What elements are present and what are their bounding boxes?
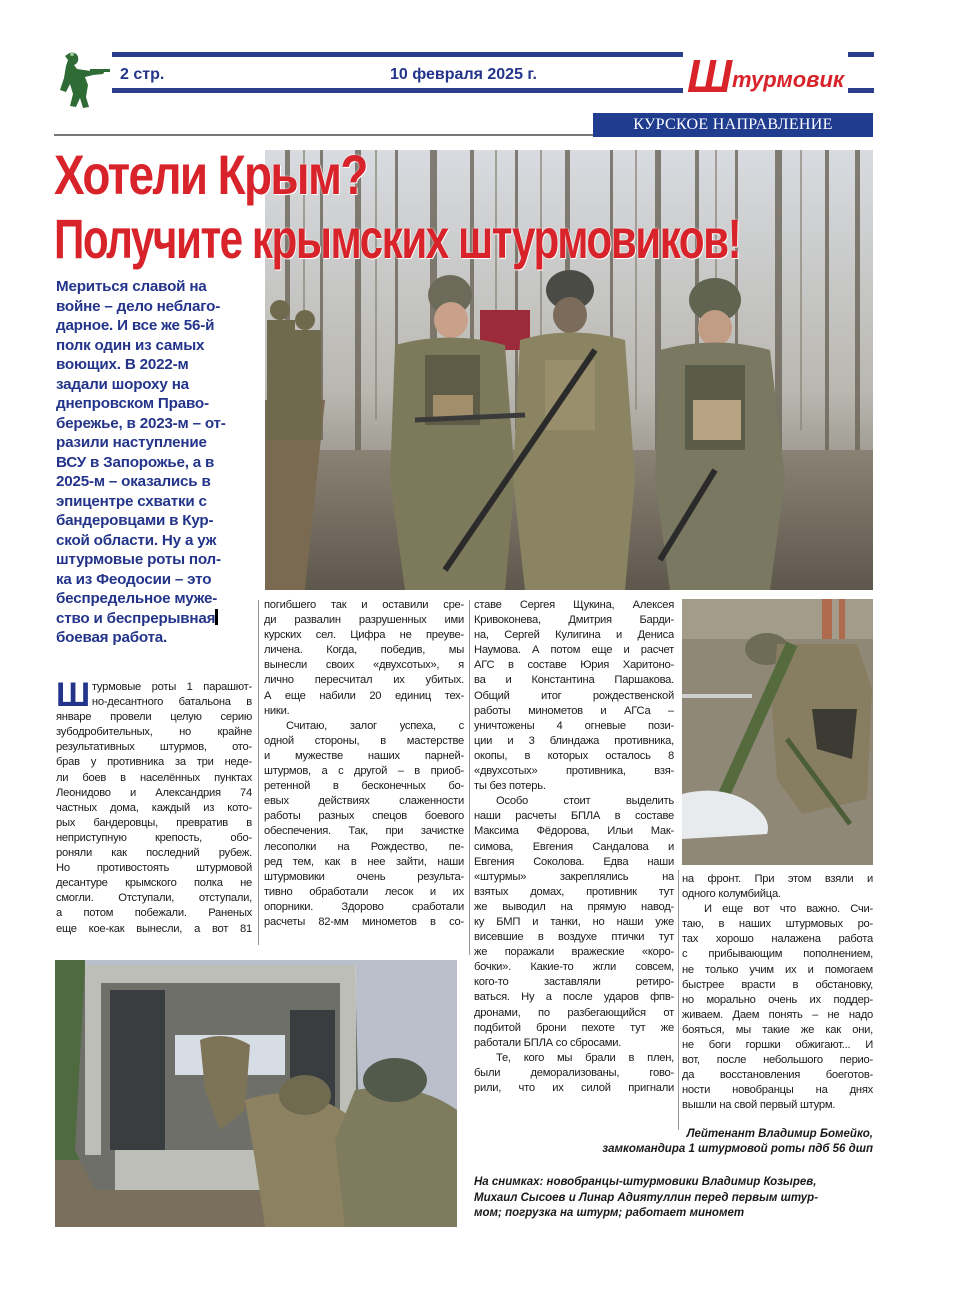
- body-line: Наумова. А потом еще и расчет: [474, 644, 674, 657]
- body-line: Леонидово и Александрия 74: [56, 786, 252, 799]
- body-line: Те, кого мы брали в плен,: [496, 1051, 674, 1064]
- body-line: ред тем, как в нее зайти, наши: [264, 855, 464, 868]
- author-name: Лейтенант Владимир Бомейко,: [686, 1128, 873, 1140]
- body-line: подбитой брони пехоте тут же: [474, 1021, 674, 1034]
- body-line: а потом побежали. Раненых: [56, 907, 252, 920]
- body-line: живаем. Даем понять – не надо: [682, 1008, 873, 1021]
- lead-line: воющих. В 2022-м: [56, 356, 189, 373]
- body-line: не только учим их и помогаем: [682, 963, 873, 976]
- body-line: евых действиях слаженности: [264, 795, 464, 808]
- body-line: не боги горшки обжигают... И: [682, 1039, 873, 1052]
- issue-date: 10 февраля 2025 г.: [390, 66, 537, 83]
- body-line: вышли на свой первый штурм.: [682, 1099, 836, 1112]
- body-line: А еще набили 20 единиц тех-: [264, 689, 464, 702]
- body-line: турмовые роты 1 парашют-: [91, 681, 252, 693]
- column-rule: [258, 600, 259, 945]
- author-title: замкомандира 1 штурмовой роты пдб 56 дшп: [602, 1143, 873, 1155]
- body-line: ди развалин разрушенных ими: [264, 614, 464, 627]
- lead-line: [56, 609, 256, 629]
- headline-line-2: Получите крымских штурмовиков!: [54, 207, 741, 270]
- body-line: ретенной в бесконечных бо-: [264, 780, 464, 793]
- body-line: работы минометов и АГСа –: [474, 704, 674, 717]
- body-line: обеспечения. Так, при зачистке: [264, 825, 464, 838]
- body-column-1: [56, 676, 252, 937]
- body-line: но-десантного батальона в: [91, 696, 252, 709]
- body-line: быстрее врасти в обстановку,: [682, 978, 873, 991]
- body-line: штурмов, а с другой – в приоб-: [264, 765, 464, 778]
- lead-line: полк один из самых: [56, 336, 205, 354]
- body-line: дронами, по разбегающийся от: [474, 1006, 674, 1019]
- body-line: лично пересчитал их убитых.: [264, 674, 464, 687]
- lead-line: ка из Феодосии – это: [56, 570, 212, 588]
- body-line: Особо стоит выделить: [496, 795, 674, 808]
- body-line: лесополки на Рождество, пе-: [264, 840, 464, 853]
- body-line: одного колумбийца.: [682, 888, 781, 901]
- body-column-2: [264, 598, 464, 930]
- body-line: рили, что их силой пригнали: [474, 1082, 674, 1094]
- body-line: работали БПЛА со сбросами.: [474, 1036, 622, 1049]
- body-line: АГС в составе Юрия Харитоно-: [474, 659, 674, 672]
- body-line: ставе Сергея Щукина, Алексея: [474, 599, 674, 611]
- body-line: одной стороны, в мастерстве: [264, 734, 464, 747]
- headline-line-1: Хотели Крым?: [54, 143, 367, 206]
- body-line: январе провели целую серию: [56, 711, 252, 724]
- body-line: частных дома, каждый из кото-: [56, 801, 252, 814]
- body-line: И еще вот что важно. Счи-: [704, 903, 873, 916]
- body-line: погибшего так и оставили сре-: [264, 599, 464, 611]
- lead-line: Мериться славой на: [56, 278, 207, 295]
- text-cursor: [215, 609, 218, 625]
- lead-line: разили наступление: [56, 434, 207, 451]
- lead-line: ВСУ в Запорожье, а в: [56, 453, 215, 471]
- body-line: ники.: [264, 704, 290, 717]
- section-tag: КУРСКОЕ НАПРАВЛЕНИЕ: [593, 113, 873, 137]
- body-line: симова, Евгения Сандалова и: [474, 840, 674, 853]
- lead-line-text: ство и беспрерывная: [56, 609, 216, 627]
- lead-line: дарное. И все же 56-й: [56, 317, 215, 334]
- body-line: уничтожены 4 огневые пози-: [474, 719, 674, 732]
- body-line: ваться. Ну а после ударов фпв-: [474, 991, 674, 1004]
- logo-initial: Ш: [687, 50, 731, 102]
- vehicle-photo: [55, 960, 457, 1227]
- caption-line: Михаил Сысоев и Линар Адиятуллин перед первым штур-: [474, 1191, 819, 1204]
- caption-line: мом; погрузка на штурм; работает миномет: [474, 1207, 745, 1219]
- body-line: «двухсотых» противника, взя-: [474, 765, 674, 778]
- soldier-silhouette-icon: [54, 48, 112, 110]
- mortar-photo: [682, 599, 873, 865]
- body-line: смогли. Отступали, отступали,: [56, 892, 252, 905]
- body-line: тивно обработали лесок и их: [264, 885, 464, 898]
- body-line: рых бандеровцы, превратив в: [56, 816, 252, 829]
- body-line: ли боев в населённых пунктах: [56, 771, 252, 784]
- lead-line: беспредельное муже-: [56, 590, 218, 607]
- lead-line: бережье, в 2023-м – от-: [56, 414, 226, 432]
- body-line: личена. Когда, победив, мы: [264, 644, 464, 657]
- body-line: неприступную крепость, обо-: [56, 831, 252, 844]
- newspaper-logo: [683, 50, 848, 102]
- drop-cap: Ш: [56, 676, 90, 714]
- body-column-4: [682, 872, 873, 1114]
- body-line: висевшие в воздухе птички тут: [474, 931, 674, 944]
- page-number: 2 стр.: [120, 66, 165, 83]
- body-line: таю, в наших штурмовых ро-: [682, 918, 873, 931]
- body-line: ности новобранцы на днях: [682, 1084, 873, 1097]
- lead-line: штурмовые роты пол-: [56, 551, 221, 568]
- body-line: наши расчеты БПЛА в составе: [474, 810, 674, 823]
- lead-line: боевая работа.: [56, 629, 168, 646]
- author-signature: [602, 1127, 873, 1157]
- body-line: Евгения Соколова. Едва наши: [474, 855, 674, 868]
- body-line: же поражали вражеские «коро-: [474, 946, 674, 959]
- body-column-3: [474, 598, 674, 1096]
- body-line: Максима Фёдорова, Ильи Мак-: [474, 825, 674, 838]
- body-line: кого-то заставляли ретиро-: [474, 976, 674, 989]
- body-line: роняли как последний рубеж.: [56, 847, 252, 860]
- article-lead: [56, 277, 256, 648]
- lead-line: эпицентре схватки с: [56, 492, 207, 510]
- body-line: ку БМП и танки, но наши уже: [474, 915, 674, 928]
- logo-text: турмовик: [732, 67, 845, 92]
- body-line: ции и 3 блиндажа противника,: [474, 734, 674, 747]
- body-line: Но противостоять штурмовой: [56, 862, 252, 875]
- body-line: бояться, мы такие же как они,: [682, 1023, 873, 1036]
- body-line: на, Сергей Кулигина и Дениса: [474, 629, 674, 642]
- body-line: ва и Константина Паршакова.: [474, 674, 674, 687]
- lead-line: задали шороху на: [56, 375, 189, 393]
- body-line: были деморализованы, гово-: [474, 1066, 674, 1079]
- body-line: расчеты 82-мм минометов в со-: [264, 915, 464, 928]
- body-line: тах хорошо налажена работа: [682, 933, 873, 946]
- lead-line: бандеровцами в Кур-: [56, 512, 214, 529]
- lead-line: 2025-м – оказались в: [56, 473, 211, 490]
- body-line: Кривоконева, Дмитрия Барди-: [474, 614, 674, 627]
- body-line: взятых домах, противник тут: [474, 885, 674, 898]
- lead-line: войне – дело неблаго-: [56, 297, 221, 315]
- body-line: зубодробительных, но крайне: [56, 726, 252, 739]
- body-line: с прибывающим пополнением,: [682, 948, 873, 961]
- body-line: опорники. Здорово сработали: [264, 900, 464, 913]
- body-line: и мужестве наших парней-: [264, 749, 464, 762]
- body-line: вынесли своих «двухсотых», я: [264, 659, 464, 672]
- body-line: же выводил на прямую навод-: [474, 900, 674, 913]
- lead-line: днепровском Право-: [56, 395, 209, 412]
- section-divider: [54, 134, 594, 136]
- body-line: на фронт. При этом взяли и: [682, 873, 873, 885]
- body-line: бочки». Какие-то жгли совсем,: [474, 961, 674, 974]
- body-line: окопы, в которых осталось 8: [474, 749, 674, 762]
- body-line: десантуре крымского полка не: [56, 877, 252, 890]
- body-line: но морально очень их поддер-: [682, 993, 873, 1006]
- body-line: Считаю, залог успеха, с: [286, 719, 464, 732]
- photo-caption: [474, 1175, 874, 1222]
- body-line: штурмовики очень результа-: [264, 870, 464, 883]
- body-line: вот, после небольшого перио-: [682, 1054, 873, 1067]
- body-line: да восстановления боеготов-: [682, 1069, 873, 1082]
- body-line: результативных штурмов, ото-: [56, 741, 252, 754]
- body-line: брав у противника за три неде-: [56, 756, 252, 769]
- body-line: курских сел. Цифра не преуве-: [264, 629, 464, 642]
- body-line: Общий итог рождественской: [474, 689, 674, 702]
- column-rule: [678, 870, 679, 1130]
- body-line: ты без потерь.: [474, 780, 546, 793]
- body-line: работы разных спецов боевого: [264, 810, 464, 823]
- column-rule: [469, 600, 470, 955]
- lead-line: ской области. Ну а уж: [56, 531, 217, 549]
- body-line: еще кое-как вынесли, а вот 81: [56, 922, 252, 935]
- body-line: «штурмы» закреплялись на: [474, 870, 674, 883]
- caption-line: На снимках: новобранцы-штурмовики Владимир Козырев,: [474, 1176, 817, 1188]
